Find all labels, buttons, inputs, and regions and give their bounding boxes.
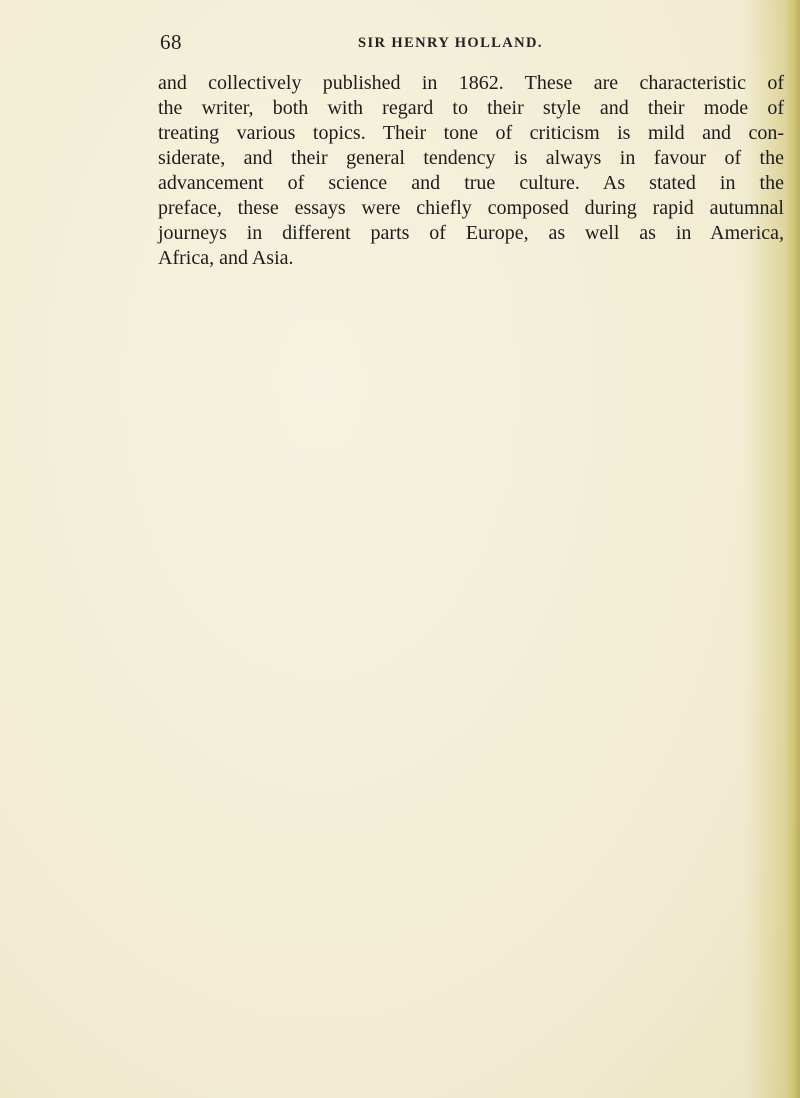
text-line: siderate, and their general tendency is always in favour of the — [158, 147, 784, 169]
text-line: and collectively published in 1862. These are characteristic of — [158, 72, 784, 94]
text-line: the writer, both with regard to their style and their mode of — [158, 97, 784, 119]
text-line: journeys in different parts of Europe, as well as in America, — [158, 222, 784, 244]
text-line: treating various topics. Their tone of criticism is mild and con- — [158, 122, 784, 144]
text-line: preface, these essays were chiefly composed during rapid autumnal — [158, 197, 784, 219]
text-line: Africa, and Asia. — [158, 247, 294, 269]
body-paragraph — [158, 71, 784, 271]
page-edge-discoloration — [786, 0, 800, 1098]
running-head: SIR HENRY HOLLAND. — [358, 35, 543, 51]
page-number: 68 — [160, 30, 182, 54]
text-line: advancement of science and true culture. As stated in the — [158, 172, 784, 194]
page-header — [160, 30, 800, 60]
